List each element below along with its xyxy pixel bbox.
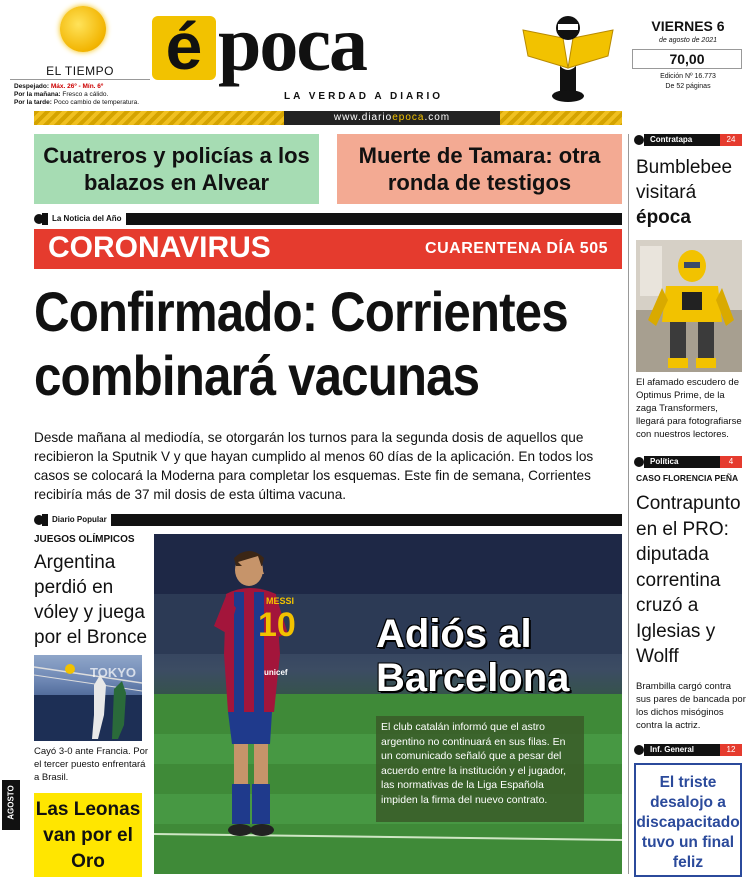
tab-politica[interactable]: Política 4 [634, 456, 742, 468]
politica-kicker: CASO FLORENCIA PEÑA [636, 473, 739, 483]
photo-text-box: El club catalán informó que el astro argentino no continuará en sus filas. En un comunicado señaló que a pesar del acuerdo entre la institución y el jugador, las normativas de la Liga Española impiden la firma del nuevo contrato. [376, 716, 584, 822]
teaser-tamara[interactable]: Muerte de Tamara: otra ronda de testigos [337, 134, 622, 204]
section-label-popular: Diario Popular [48, 514, 111, 526]
weather-line-2: Por la mañana: Fresco a cálido. [14, 91, 109, 98]
photo-headline[interactable]: Adiós al Barcelona [376, 612, 570, 700]
leonas-box[interactable]: Las Leonas van por el Oro [34, 793, 142, 877]
date-day: VIERNES 6 [651, 18, 725, 34]
politica-caption: Brambilla cargó contra sus pares de bancada por los dichos misóginos contra la actriz. [636, 681, 746, 731]
jersey-number: 10 [258, 606, 296, 644]
logo-wordmark: poca [218, 0, 366, 87]
mascot-reader-icon [518, 8, 618, 104]
olympics-kicker: JUEGOS OLÍMPICOS [34, 534, 135, 545]
price: 70,00 [632, 49, 742, 69]
inf-general-box[interactable]: El triste desalojo a discapacitado tuvo un final feliz [634, 763, 742, 877]
messi-photo [154, 534, 622, 874]
coronavirus-title: CORONAVIRUS [48, 231, 271, 264]
tokyo-text: TOKYO [90, 665, 136, 680]
teaser-alvear[interactable]: Cuatreros y policías a los balazos en Alvear [34, 134, 319, 204]
volleyball-photo [34, 655, 142, 741]
website-url[interactable]: www.diarioepoca.com [284, 111, 500, 125]
section-bar-popular [42, 514, 622, 526]
sun-icon [60, 6, 106, 52]
section-label-main: La Noticia del Año [48, 213, 126, 225]
website-bar [34, 111, 622, 125]
quarantine-day: CUARENTENA DÍA 505 [425, 240, 608, 257]
main-headline[interactable]: Confirmado: Corrientes combinará vacunas [34, 280, 568, 407]
weather-label: EL TIEMPO [46, 64, 114, 78]
olympics-caption: Cayó 3-0 ante Francia. Por el tercer puesto enfrentará a Brasil. [34, 746, 149, 783]
page-count: De 52 páginas [665, 83, 711, 90]
tab-contratapa[interactable]: Contratapa 24 [634, 134, 742, 146]
jersey-name: MESSI [266, 596, 295, 606]
jersey-sponsor: unicef [264, 668, 288, 677]
politica-headline[interactable]: Contrapunto en el PRO: diputada correntina cruzó a Iglesias y Wolff [636, 493, 741, 667]
edition-number: Edición Nº 16.773 [660, 73, 716, 80]
tab-inf-general[interactable]: Inf. General 12 [634, 744, 742, 756]
date-full: de agosto de 2021 [659, 37, 717, 44]
weather-line-3: Por la tarde: Poco cambio de temperatura. [14, 99, 140, 106]
weather-divider [10, 79, 150, 80]
bumblebee-photo [636, 240, 742, 372]
date-box [630, 14, 746, 106]
weather-line-1: Despejado: Máx. 26º - Mín. 6º [14, 83, 104, 90]
coronavirus-banner [34, 229, 622, 269]
column-divider [628, 134, 629, 874]
bumblebee-caption: El afamado escudero de Optimus Prime, de la zaga Transformers, llegará para fotografiarse con nuestros lectores. [636, 377, 742, 440]
logo-e: é [152, 16, 216, 80]
tagline: LA VERDAD A DIARIO [284, 91, 443, 102]
section-bar-main [42, 213, 622, 225]
bumblebee-headline[interactable]: Bumblebee visitará época [636, 157, 733, 228]
olympics-headline[interactable]: Argentina perdió en vóley y juega por el Bronce [34, 552, 148, 648]
main-lead: Desde mañana al mediodía, se otorgarán los turnos para la segunda dosis de aquellos que recibieron la Sputnik V y que hayan cumplido al menos 60 días de la aplicación. En todos los casos se colocará la Moderna para completar los esquemas. Este fin de semana, Corrientes recibiría más de 37 mil dosis de esta última vacuna. [34, 430, 594, 502]
month-side-label: AGOSTO [2, 780, 20, 830]
